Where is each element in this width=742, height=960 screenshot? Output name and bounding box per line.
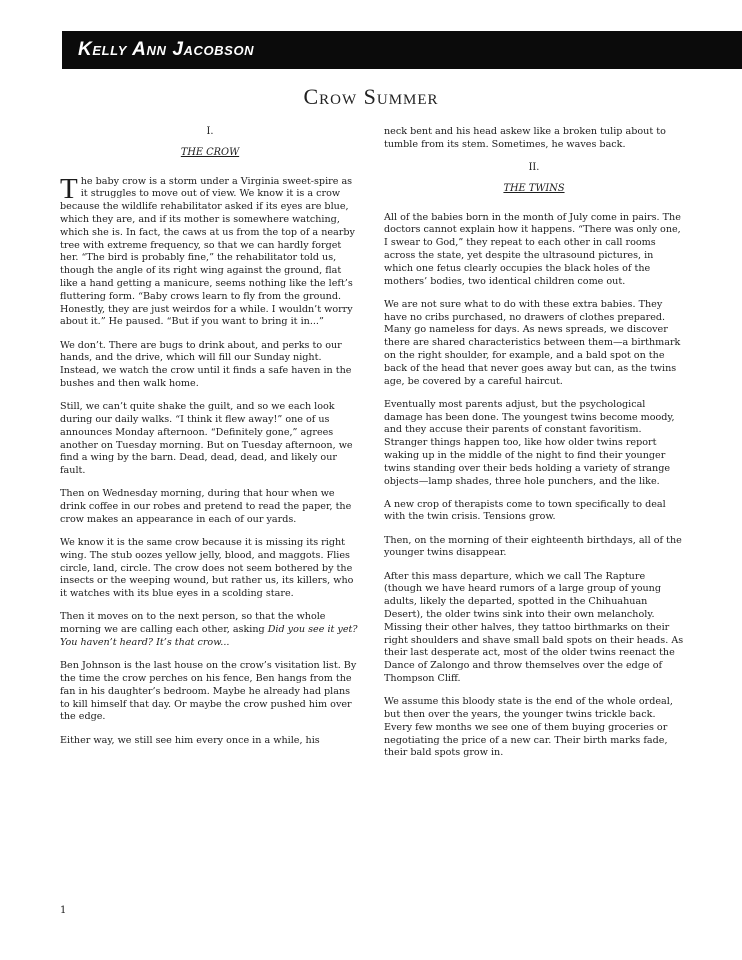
paragraph: We know it is the same crow because it is missing its right wing. The stub oozes yellow jelly, blood, and maggots. Flies circle, land, circle. The crow does not seem bothered by the insects or the weeping wound, but rather us, its killers, who it watches with its blue eyes in a scolding stare. <box>60 537 354 600</box>
paragraph: We assume this bloody state is the end of the whole ordeal, but then over the years, the younger twins trickle back. Every few months we see one of them buying groceries or negotiating the price of a new car. Their birth marks fade, their bald spots grow in. <box>384 696 673 759</box>
paragraph: Eventually most parents adjust, but the psychological damage has been done. The youngest twins become moody, and they accuse their parents of constant favoritism. Stranger things happen too, like how older twins report waking up in the middle of the night to find their younger twins standing over their beds holding a variety of strange objects—lamp shades, three hole punchers, and the like. <box>384 398 675 487</box>
paragraph: Ben Johnson is the last house on the crow’s visitation list. By the time the crow perches on his fence, Ben hangs from the fan in his daughter’s bedroom. Maybe he already had plans to kill himself that day. Or maybe the crow pushed him over the edge. <box>60 660 357 723</box>
section-heading: THE TWINS <box>503 182 565 194</box>
header-bar <box>62 31 742 69</box>
paragraph: neck bent and his head askew like a broken tulip about to tumble from its stem. Sometimes, he waves back. <box>384 126 666 150</box>
page-number: 1 <box>60 905 67 916</box>
paragraph: We are not sure what to do with these extra babies. They have no cribs purchased, no drawers of clothes prepared. Many go nameless for days. As news spreads, we discover there are shared characteristics between them—a birthmark on the right shoulder, for example, and a bald spot on the back of the head that never goes away but can, as the twins age, be covered by a careful haircut. <box>384 298 681 387</box>
paragraph: We don’t. There are bugs to drink about, and perks to our hands, and the drive, which will fill our Sunday night. Instead, we watch the crow until it finds a safe haven in the bushes and then walk home. <box>60 339 352 389</box>
paragraph: Still, we can’t quite shake the guilt, and so we each look during our daily walks. “I think it flew away!” one of us announces Monday afternoon. “Definitely gone,” agrees another on Tuesday morning. But on Tuesday afternoon, we find a wing by the barn. Dead, dead, dead, and likely our fault. <box>60 401 353 477</box>
paragraph: Then on Wednesday morning, during that hour when we drink coffee in our robes and pretend to read the paper, the crow makes an appearance in each of our yards. <box>60 488 352 525</box>
section-numeral: II. <box>528 161 540 173</box>
right-column <box>384 126 684 771</box>
paragraph: A new crop of therapists come to town specifically to deal with the twin crisis. Tensions grow. <box>384 498 666 523</box>
story-title: Crow Summer <box>303 84 439 109</box>
paragraph: Then, on the morning of their eighteenth birthdays, all of the younger twins disappear. <box>384 534 682 559</box>
paragraph: Then it moves on to the next person, so that the whole morning we are calling each other, asking Did you see it yet? You haven’t heard? It’s that crow... <box>60 611 358 649</box>
left-column <box>60 126 360 758</box>
paragraph: The baby crow is a storm under a Virginia sweet-spire as it struggles to move out of view. We know it is a crow because the wildlife rehabilitator asked if its eyes are blue, which they are, and if its mother is somewhere watching, which she is. In fact, the caws at us from the top of a nearby tree with extreme frequency, so that we can hardly forget her. “The bird is probably fine,” the rehabilitator told us, though the angle of its right wing against the ground, flat like a hand getting a manicure, seems nothing like the left’s fluttering form. “Baby crows learn to fly from the ground. Honestly, they are just weirdos for a while. I wouldn’t worry about it.” He paused. “But if you want to bring it in...” <box>60 172 355 328</box>
section-numeral: I. <box>206 126 214 137</box>
paragraph: All of the babies born in the month of July come in pairs. The doctors cannot explain how it happens. “There was only one, I swear to God,” they repeat to each other in call rooms across the state, yet despite the ultrasound pictures, in which one fetus clearly occupies the black holes of the mothers’ bodies, two identical children come out. <box>384 211 681 287</box>
paragraph: Either way, we still see him every once in a while, his <box>60 734 320 746</box>
author-name: Kelly Ann Jacobson <box>78 39 255 60</box>
drop-cap: T <box>60 172 78 205</box>
section-heading: THE CROW <box>180 146 240 158</box>
paragraph: After this mass departure, which we call The Rapture (though we have heard rumors of a large group of young adults, likely the departed, spotted in the Chihuahuan Desert), the older twins sink into their own melancholy. Missing their other halves, they tattoo birthmarks on their right shoulders and shave small bald spots on their heads. As their last desperate act, most of the older twins reenact the Dance of Zalongo and throw themselves over the edge of Thompson Cliff. <box>384 570 684 685</box>
